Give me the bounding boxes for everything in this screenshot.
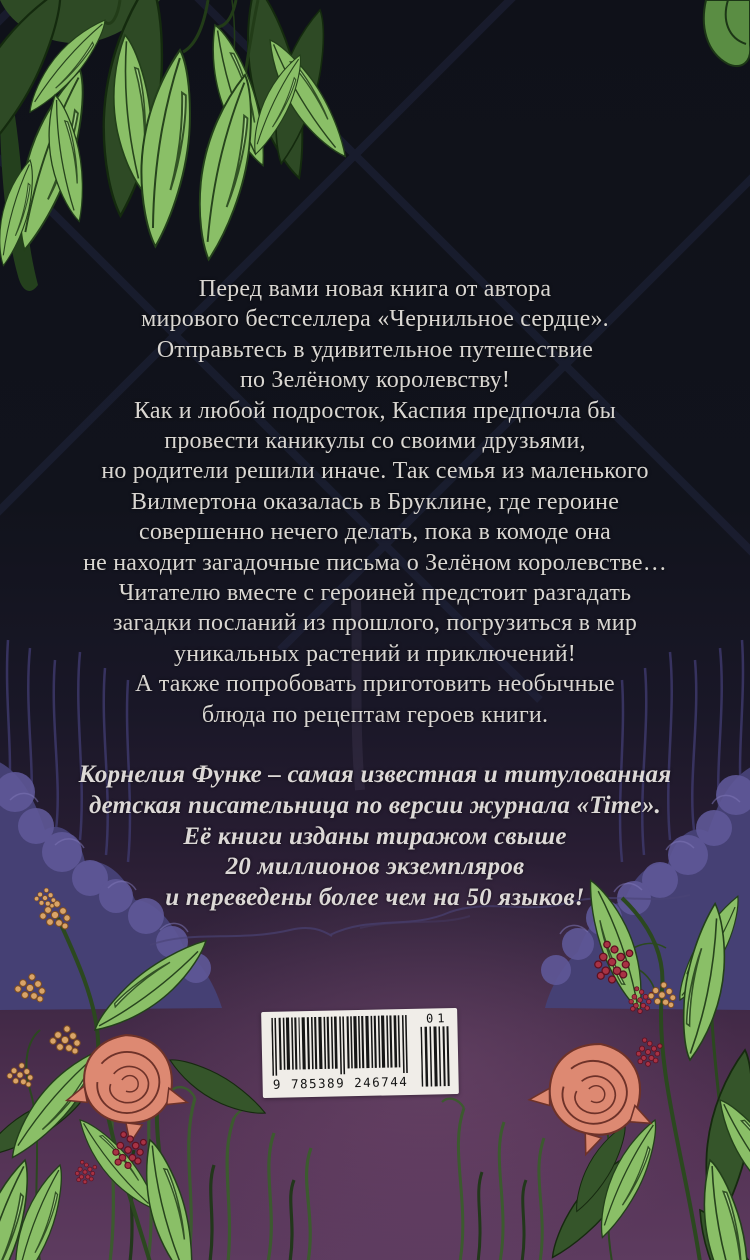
annotation-line: Читателю вместе с героиней предстоит разгадать <box>118 580 632 607</box>
barcode-addon <box>413 1008 459 1095</box>
barcode-digits: 9 785389 246744 <box>272 1073 409 1092</box>
author-note-line: Корнелия Функе – самая известная и титулованная <box>78 761 672 788</box>
annotation-line: блюда по рецептам героев книги. <box>201 701 549 728</box>
barcode-addon-number: 01 <box>425 1011 449 1026</box>
annotation-line: но родители решили иначе. Так семья из маленького <box>101 458 649 485</box>
author-note-text <box>28 760 722 914</box>
annotation-line: мирового бестселлера «Чернильное сердце». <box>141 306 609 333</box>
annotation-line: по Зелёному королевству! <box>239 367 511 394</box>
author-note-line: детская писательница по версии журнала «Time». <box>88 791 661 819</box>
annotation-line: Перед вами новая книга от автора <box>198 276 552 302</box>
author-note-line: и переведены более чем на 50 языков! <box>165 884 585 912</box>
annotation-line: Отправьтесь в удивительное путешествие <box>156 336 594 363</box>
annotation-line: не находит загадочные письма о Зелёном королевстве… <box>83 549 667 576</box>
annotation-text <box>28 274 722 730</box>
annotation-line: уникальных растений и приключений! <box>174 640 576 667</box>
annotation-line: Вилмертона оказалась в Бруклине, где героине <box>130 488 620 515</box>
annotation-line: загадки посланий из прошлого, погрузиться в мир <box>112 610 638 637</box>
barcode-label <box>261 1008 459 1098</box>
author-note-line: Её книги изданы тиражом свыше <box>183 822 567 850</box>
barcode-main <box>261 1009 415 1098</box>
annotation-line: Как и любой подросток, Каспия предпочла бы <box>133 397 617 424</box>
annotation-line: провести каникулы со своими друзьями, <box>164 428 586 455</box>
annotation-line: А также попробовать приготовить необычные <box>135 671 615 698</box>
barcode-bars-icon <box>271 1015 410 1076</box>
author-note-line: 20 миллионов экземпляров <box>225 853 525 881</box>
annotation-line: совершенно нечего делать, пока в комоде она <box>138 519 612 546</box>
barcode-addon-bars-icon <box>420 1026 451 1087</box>
